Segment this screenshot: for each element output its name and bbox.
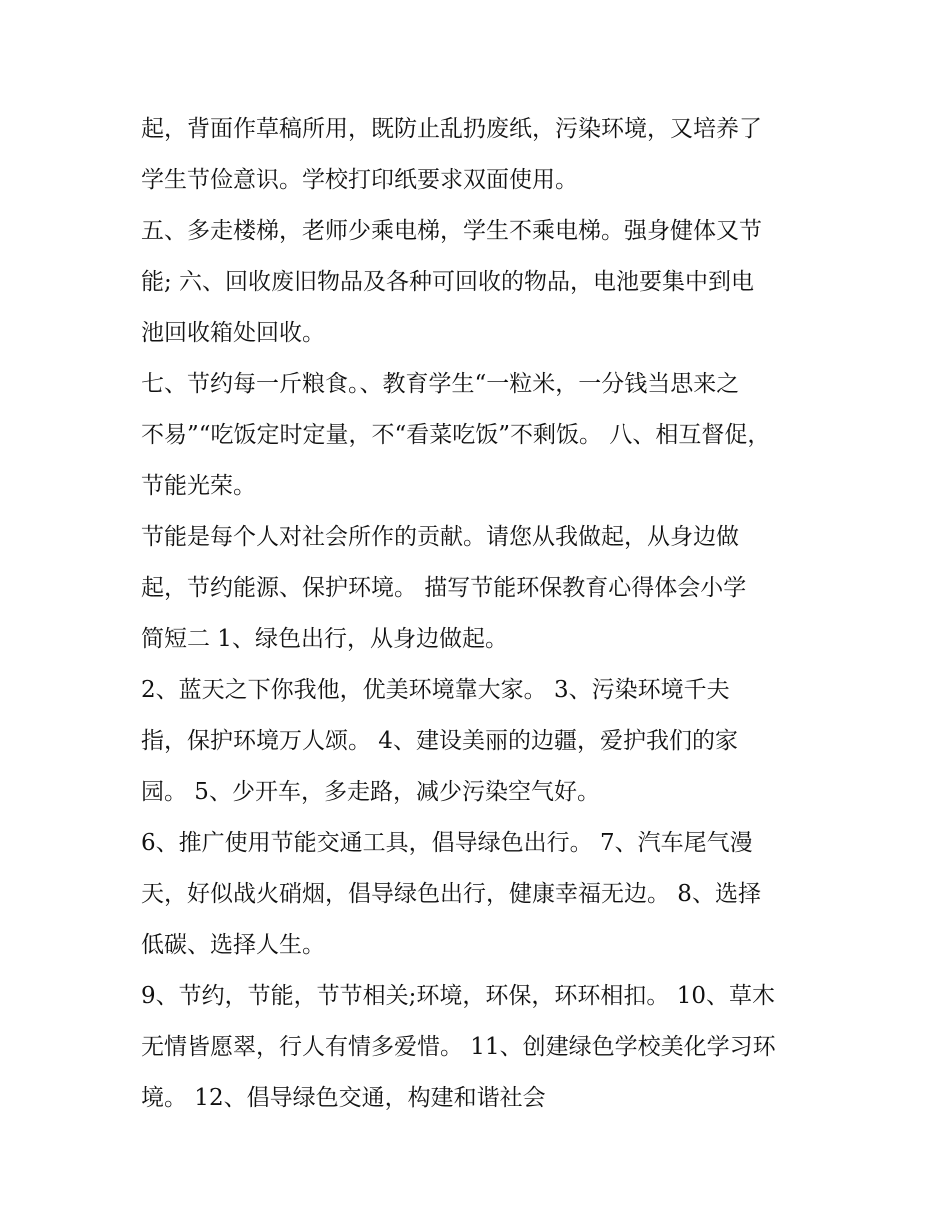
text-line: 2、蓝天之下你我他，优美环境靠大家。 3、污染环境千夫 (141, 677, 730, 703)
text-line: 能; 六、回收废旧物品及各种可回收的物品，电池要集中到电 (141, 269, 755, 295)
text-line: 指，保护环境万人颂。 4、建设美丽的边疆，爱护我们的家 (141, 728, 738, 754)
text-line: 园。 5、少开车，多走路，减少污染空气好。 (141, 779, 600, 805)
text-line: 节能是每个人对社会所作的贡献。请您从我做起，从身边做 (141, 524, 739, 550)
text-line: 无情皆愿翠，行人有情多爱惜。 11、创建绿色学校美化学习环 (141, 1034, 776, 1060)
text-line: 天，好似战火硝烟，倡导绿色出行，健康幸福无边。 8、选择 (141, 881, 761, 907)
text-line: 节能光荣。 (141, 473, 256, 499)
text-line: 七、节约每一斤粮食。、教育学生“一粒米，一分钱当思来之 (141, 371, 740, 397)
text-line: 6、推广使用节能交通工具，倡导绿色出行。 7、汽车尾气漫 (141, 830, 753, 856)
text-line: 学生节俭意识。学校打印纸要求双面使用。 (141, 167, 578, 193)
text-line: 低碳、选择人生。 (141, 932, 325, 958)
text-line: 不易”“吃饭定时定量，不“看菜吃饭”不剩饭。 八、相互督促， (141, 422, 771, 448)
text-line: 起，节约能源、保护环境。 描写节能环保教育心得体会小学 (141, 575, 747, 601)
text-line: 起，背面作草稿所用，既防止乱扔废纸，污染环境，又培养了 (141, 116, 762, 142)
text-line: 简短二 1、绿色出行，从身边做起。 (141, 626, 508, 652)
text-line: 境。 12、倡导绿色交通，构建和谐社会 (141, 1085, 546, 1111)
text-line: 池回收箱处回收。 (141, 320, 325, 346)
text-line: 9、节约，节能，节节相关;环境，环保，环环相扣。 10、草木 (141, 983, 775, 1009)
text-line: 五、多走楼梯，老师少乘电梯，学生不乘电梯。强身健体又节 (141, 218, 762, 244)
